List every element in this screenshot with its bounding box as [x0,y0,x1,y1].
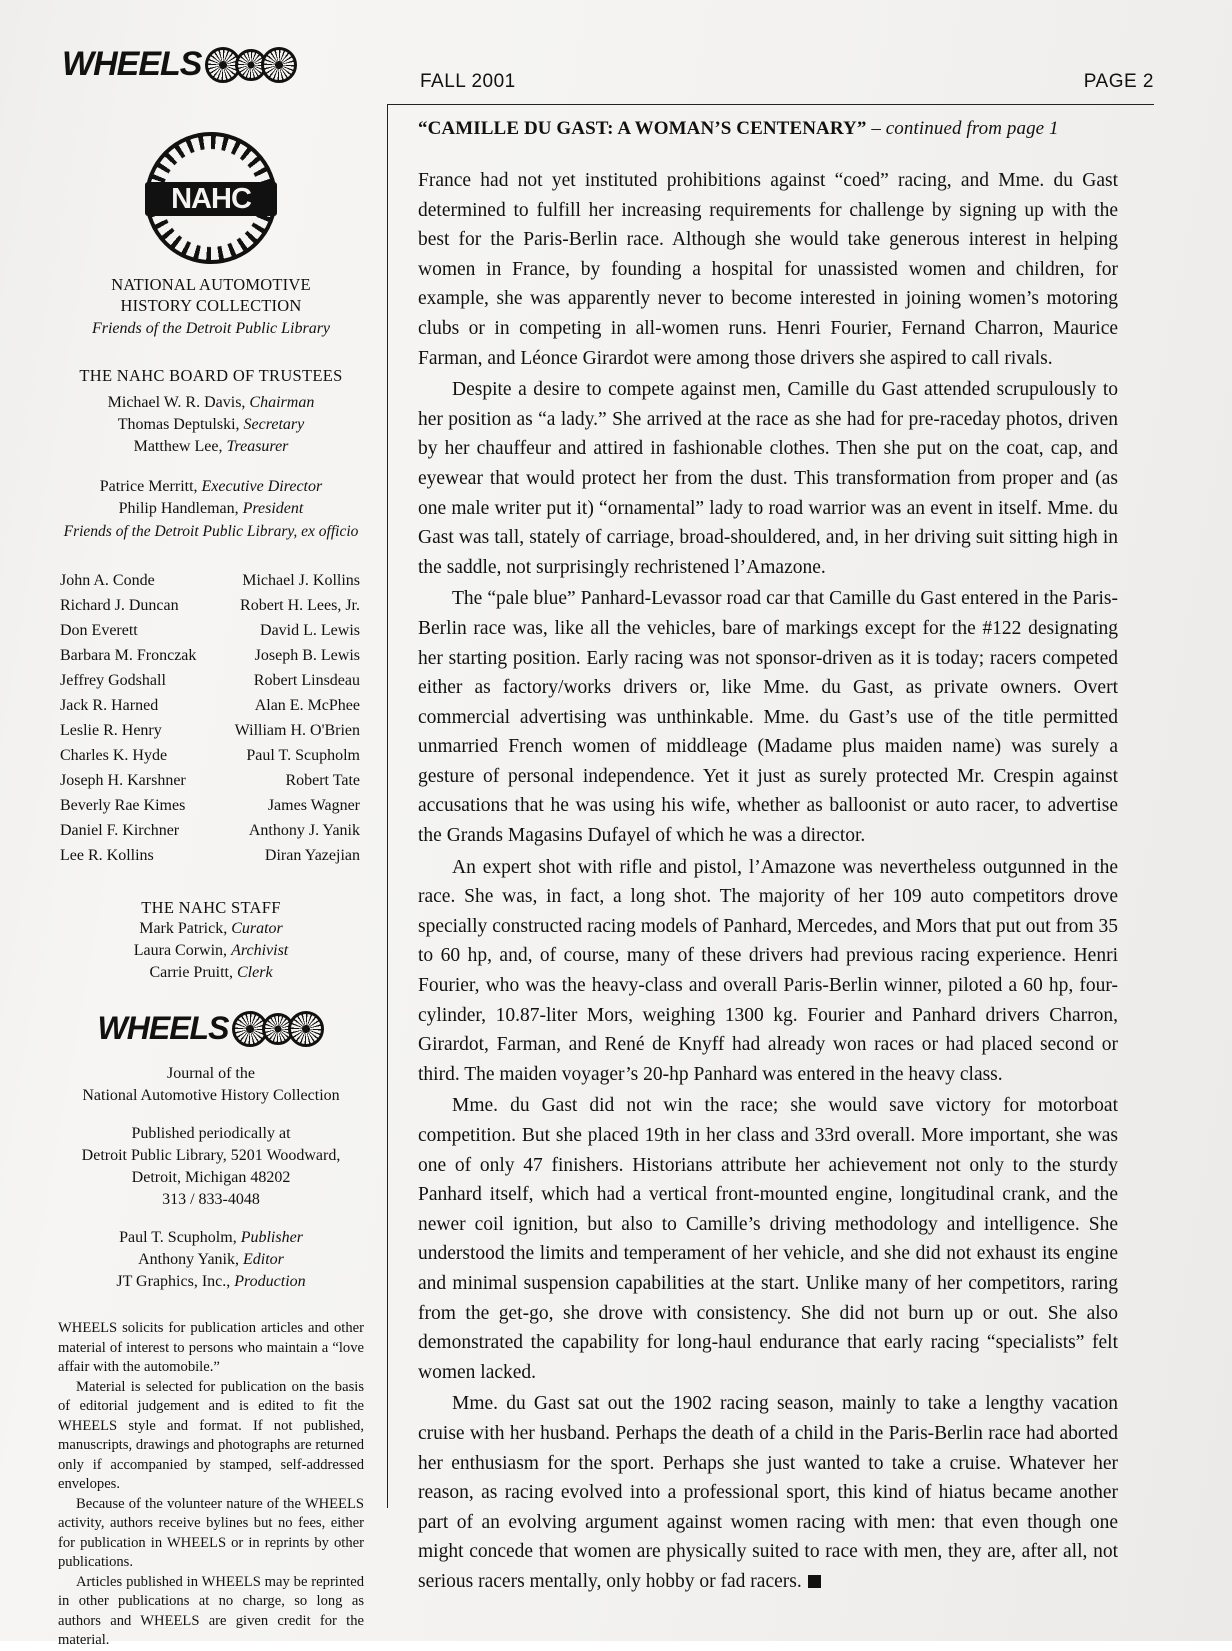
trustee-name: Robert H. Lees, Jr. [240,597,360,614]
board-title: THE NAHC BOARD OF TRUSTEES [79,366,343,385]
trustee-name: David L. Lewis [260,622,360,639]
staff-role: Curator [231,920,283,937]
trustee-name: Jeffrey Godshall [60,672,166,689]
officer-role: Executive Director [201,478,323,495]
trustee-name: Barbara M. Fronczak [60,647,197,664]
staff-name: Carrie Pruitt, [149,964,233,981]
article-paragraph: Mme. du Gast did not win the race; she would save victory for motorboat competition. But she placed 19th in her class and 33rd overall. More important, she was one of only 47 finishers. Historians attribute her achievement not only to the sturdy Panhard itself, which had a vertical front-mounted engine, longitudinal crank, and the newer coil ignition, but also to Camille’s driving methodology and intelligence. She understood the limits and temperament of her vehicle, and she did not exhaust its engine and minimal suspension capabilities at the start. Unlike many of her competitors, raring from the get-go, she drove with consistency. She did not burn up or out. She also demonstrated the capability for long-haul endurance that early racing “specialists” felt women lacked. [418,1095,1118,1383]
trustee-name: Beverly Rae Kimes [60,797,186,814]
staff-title: THE NAHC STAFF [141,898,281,917]
trustee-name: Leslie R. Henry [60,722,162,739]
trustee-name: Don Everett [60,622,138,639]
staff-role: Archivist [231,942,289,959]
officer-role: Secretary [243,416,305,433]
article-headline [418,118,1118,140]
staff-row [56,940,366,962]
trustee-name: John A. Conde [60,572,155,589]
trustee-name: Charles K. Hyde [60,747,168,764]
trustee-name: Joseph B. Lewis [254,647,360,664]
wheels-logo-secondary [56,1010,366,1047]
wheel-icon [288,1011,324,1047]
article-paragraph: An expert shot with rifle and pistol, l’Amazone was nevertheless outgunned in the race. She was, in fact, a long shot. The majority of her 109 auto competitors drove specially constructed racing models of Panhard, Mercedes, and Mors that put out from 35 to 60 hp, and, of course, many of these drivers had previous racing experience. Henri Fourier, who was the heavy-class and overall Paris-Berlin winner, piloted a 60 hp, four-cylinder, 10.87-liter Mors, weighing 1300 kg. Fourier and Panhard drivers Charron, Girardot, Farman, and René de Knyff had already won races or had placed second or third. The maiden voyager’s 20-hp Panhard was entered in the heavy class. [418,856,1118,1085]
pub-line2: Detroit Public Library, 5201 Woodward, [81,1147,341,1164]
officer-name: Michael W. R. Davis, [107,394,246,411]
masthead [0,45,1232,105]
pub-line1: Published periodically at [131,1125,291,1142]
trustee-name: Daniel F. Kirchner [60,822,180,839]
article-paragraph-text: Mme. du Gast sat out the 1902 racing season, mainly to take a lengthy vacation cruise with her husband. Perhaps the death of a child in the Paris-Berlin race had aborted her enthusiasm for the sport. Perhaps she just wanted to take a cruise. Whatever her reason, as racing evolved into a professional sport, this kind of hiatus became another part of an evolving argument against women racing with men: that even though one might concede that women are physically suited to race with men, they are, after all, not serious racers mentally, only hobby or fad racers. [418,1393,1118,1592]
credit-role: Publisher [240,1229,303,1246]
board-officers [56,392,366,458]
officer-name: Thomas Deptulski, [117,416,240,433]
trustee-name: Jack R. Harned [60,697,159,714]
page-number: PAGE 2 [1083,71,1154,92]
trustee-name: Richard J. Duncan [60,597,179,614]
article-paragraph: France had not yet instituted prohibitions against “coed” racing, and Mme. du Gast determined to fulfill her increasing requirements for challenge by signing up with the best for the Paris-Berlin race. Although she would take generous interest in helping women in France, by founding a hospital for unassisted women and children, for example, she was apparently never to become interested in joining women’s motoring clubs or in competing in all-women runs. Henri Fourier, Fernand Charron, Maurice Farman, and Léonce Girardot were among those drivers she aspired to call rivals. [418,170,1118,369]
officer-role: Treasurer [226,438,289,455]
officer-row [56,436,366,458]
trustee-list [56,568,366,868]
headline-continued: – continued from page 1 [871,118,1059,139]
credit-name: Anthony Yanik, [138,1251,239,1268]
journal-info [56,1063,366,1107]
organization-affiliation: Friends of the Detroit Public Library [91,320,331,337]
officer-role: Chairman [249,394,315,411]
end-mark-icon [808,1575,821,1588]
board-officers-secondary [56,476,366,542]
boilerplate-paragraph: Articles published in WHEELS may be reprinted in other publications at no charge, so long as authors and WHEELS are given credit for the material. [58,1573,364,1648]
staff-row [56,962,366,984]
trustee-name: Lee R. Kollins [60,847,154,864]
article [418,118,1118,1599]
column-divider [387,104,388,1508]
article-paragraph: The “pale blue” Panhard-Levassor road car that Camille du Gast entered in the Paris-Berlin race was, like all the vehicles, bare of markings except for the #122 designating her starting position. Early racing was not sponsor-driven as it is today; racers competed either as factory/works drivers or, like Mme. du Gast, as private owners. Overt commercial advertising was unthinkable. Mme. du Gast’s use of the title permitted unmarried French women of middleage (Madame plus maiden name) was surely a gesture of personal independence. Yet it just as surely protected Mr. Crespin against accusations that he was using his wife, whether as balloonist or auto racer, to advertise the Grands Magasins Dufayel of which he was a director. [418,588,1118,847]
staff-row [56,918,366,940]
officer-name: Philip Handleman, [118,500,239,517]
headline-title: “CAMILLE DU GAST: A WOMAN’S CENTENARY” [418,118,867,139]
officer-name: Matthew Lee, [133,438,223,455]
credit-name: Paul T. Scupholm, [119,1229,237,1246]
credits-list [56,1227,366,1293]
officer-row [56,392,366,414]
wheels-wordmark: WHEELS [62,45,202,83]
trustee-name: Diran Yazejian [264,847,360,864]
credit-role: Editor [243,1251,284,1268]
staff-list [56,918,366,984]
organization-name-line2: HISTORY COLLECTION [120,296,302,315]
trustee-name: Anthony J. Yanik [248,822,360,839]
credit-role: Production [234,1273,306,1290]
boilerplate-text [56,1319,366,1651]
officer-row [56,476,366,498]
sidebar [56,120,366,1651]
journal-line1: Journal of the [167,1065,255,1082]
trustee-name: Robert Linsdeau [253,672,360,689]
journal-line2: National Automotive History Collection [82,1087,340,1104]
officer-row [56,498,366,520]
wheel-icons [232,1011,324,1047]
staff-role: Clerk [237,964,273,981]
trustee-name: James Wagner [267,797,360,814]
issue-date: FALL 2001 [420,71,516,92]
trustee-name: Robert Tate [285,772,360,789]
boilerplate-paragraph: Material is selected for publication on the basis of editorial judgement and is edited to fit the WHEELS style and format. If not published, manuscripts, drawings and photographs are returned only if accompanied by stamped, self-addressed envelopes. [58,1378,364,1492]
article-paragraph-last [418,1389,1118,1596]
staff-name: Laura Corwin, [133,942,228,959]
staff-name: Mark Patrick, [139,920,228,937]
credit-name: JT Graphics, Inc., [116,1273,231,1290]
credit-row [56,1271,366,1293]
boilerplate-paragraph: Because of the volunteer nature of the WHEELS activity, authors receive bylines but no fees, either for publication in WHEELS or in reprints by other publications. [58,1495,364,1570]
article-paragraph: Despite a desire to compete against men, Camille du Gast attended scrupulously to her position as “a lady.” She arrived at the race as she had for pre-raceday photos, driven by her chauffeur and attired in fashionable clothes. Then she put on the coat, cap, and eyewear that would protect her from the dust. This transformation from proper and (as one male writer put it) “ornamental” lady to road warrior was an event in itself. Mme. du Gast was tall, stately of carriage, broad-shouldered, and, in her driving suit sitting high in the saddle, not surprisingly rechristened l’Amazone. [418,379,1118,578]
officer-name: Patrice Merritt, [99,478,198,495]
wheels-wordmark: WHEELS [97,1010,229,1046]
publication-info [56,1123,366,1211]
officer-row [56,414,366,436]
wheels-logo [62,45,297,84]
trustee-name: Paul T. Scupholm [246,747,360,764]
nahc-badge-text: NAHC [171,183,251,216]
trustee-name: William H. O'Brien [234,722,360,739]
boilerplate-paragraph: WHEELS solicits for publication articles and other material of interest to persons who maintain a “love affair with the automobile.” [58,1320,364,1375]
header-rule [388,104,1154,105]
pub-phone: 313 / 833-4048 [162,1191,260,1208]
organization-name-line1: NATIONAL AUTOMOTIVE [111,275,311,294]
officer-role: President [242,500,304,517]
ex-officio-line: Friends of the Detroit Public Library, ex officio [63,523,359,540]
wheel-icons [205,47,297,83]
pub-line3: Detroit, Michigan 48202 [131,1169,291,1186]
nahc-logo-icon [145,132,277,264]
trustee-name: Alan E. McPhee [254,697,360,714]
credit-row [56,1227,366,1249]
wheel-icon [261,47,297,83]
trustee-name: Joseph H. Karshner [60,772,186,789]
credit-row [56,1249,366,1271]
trustee-name: Michael J. Kollins [242,572,360,589]
